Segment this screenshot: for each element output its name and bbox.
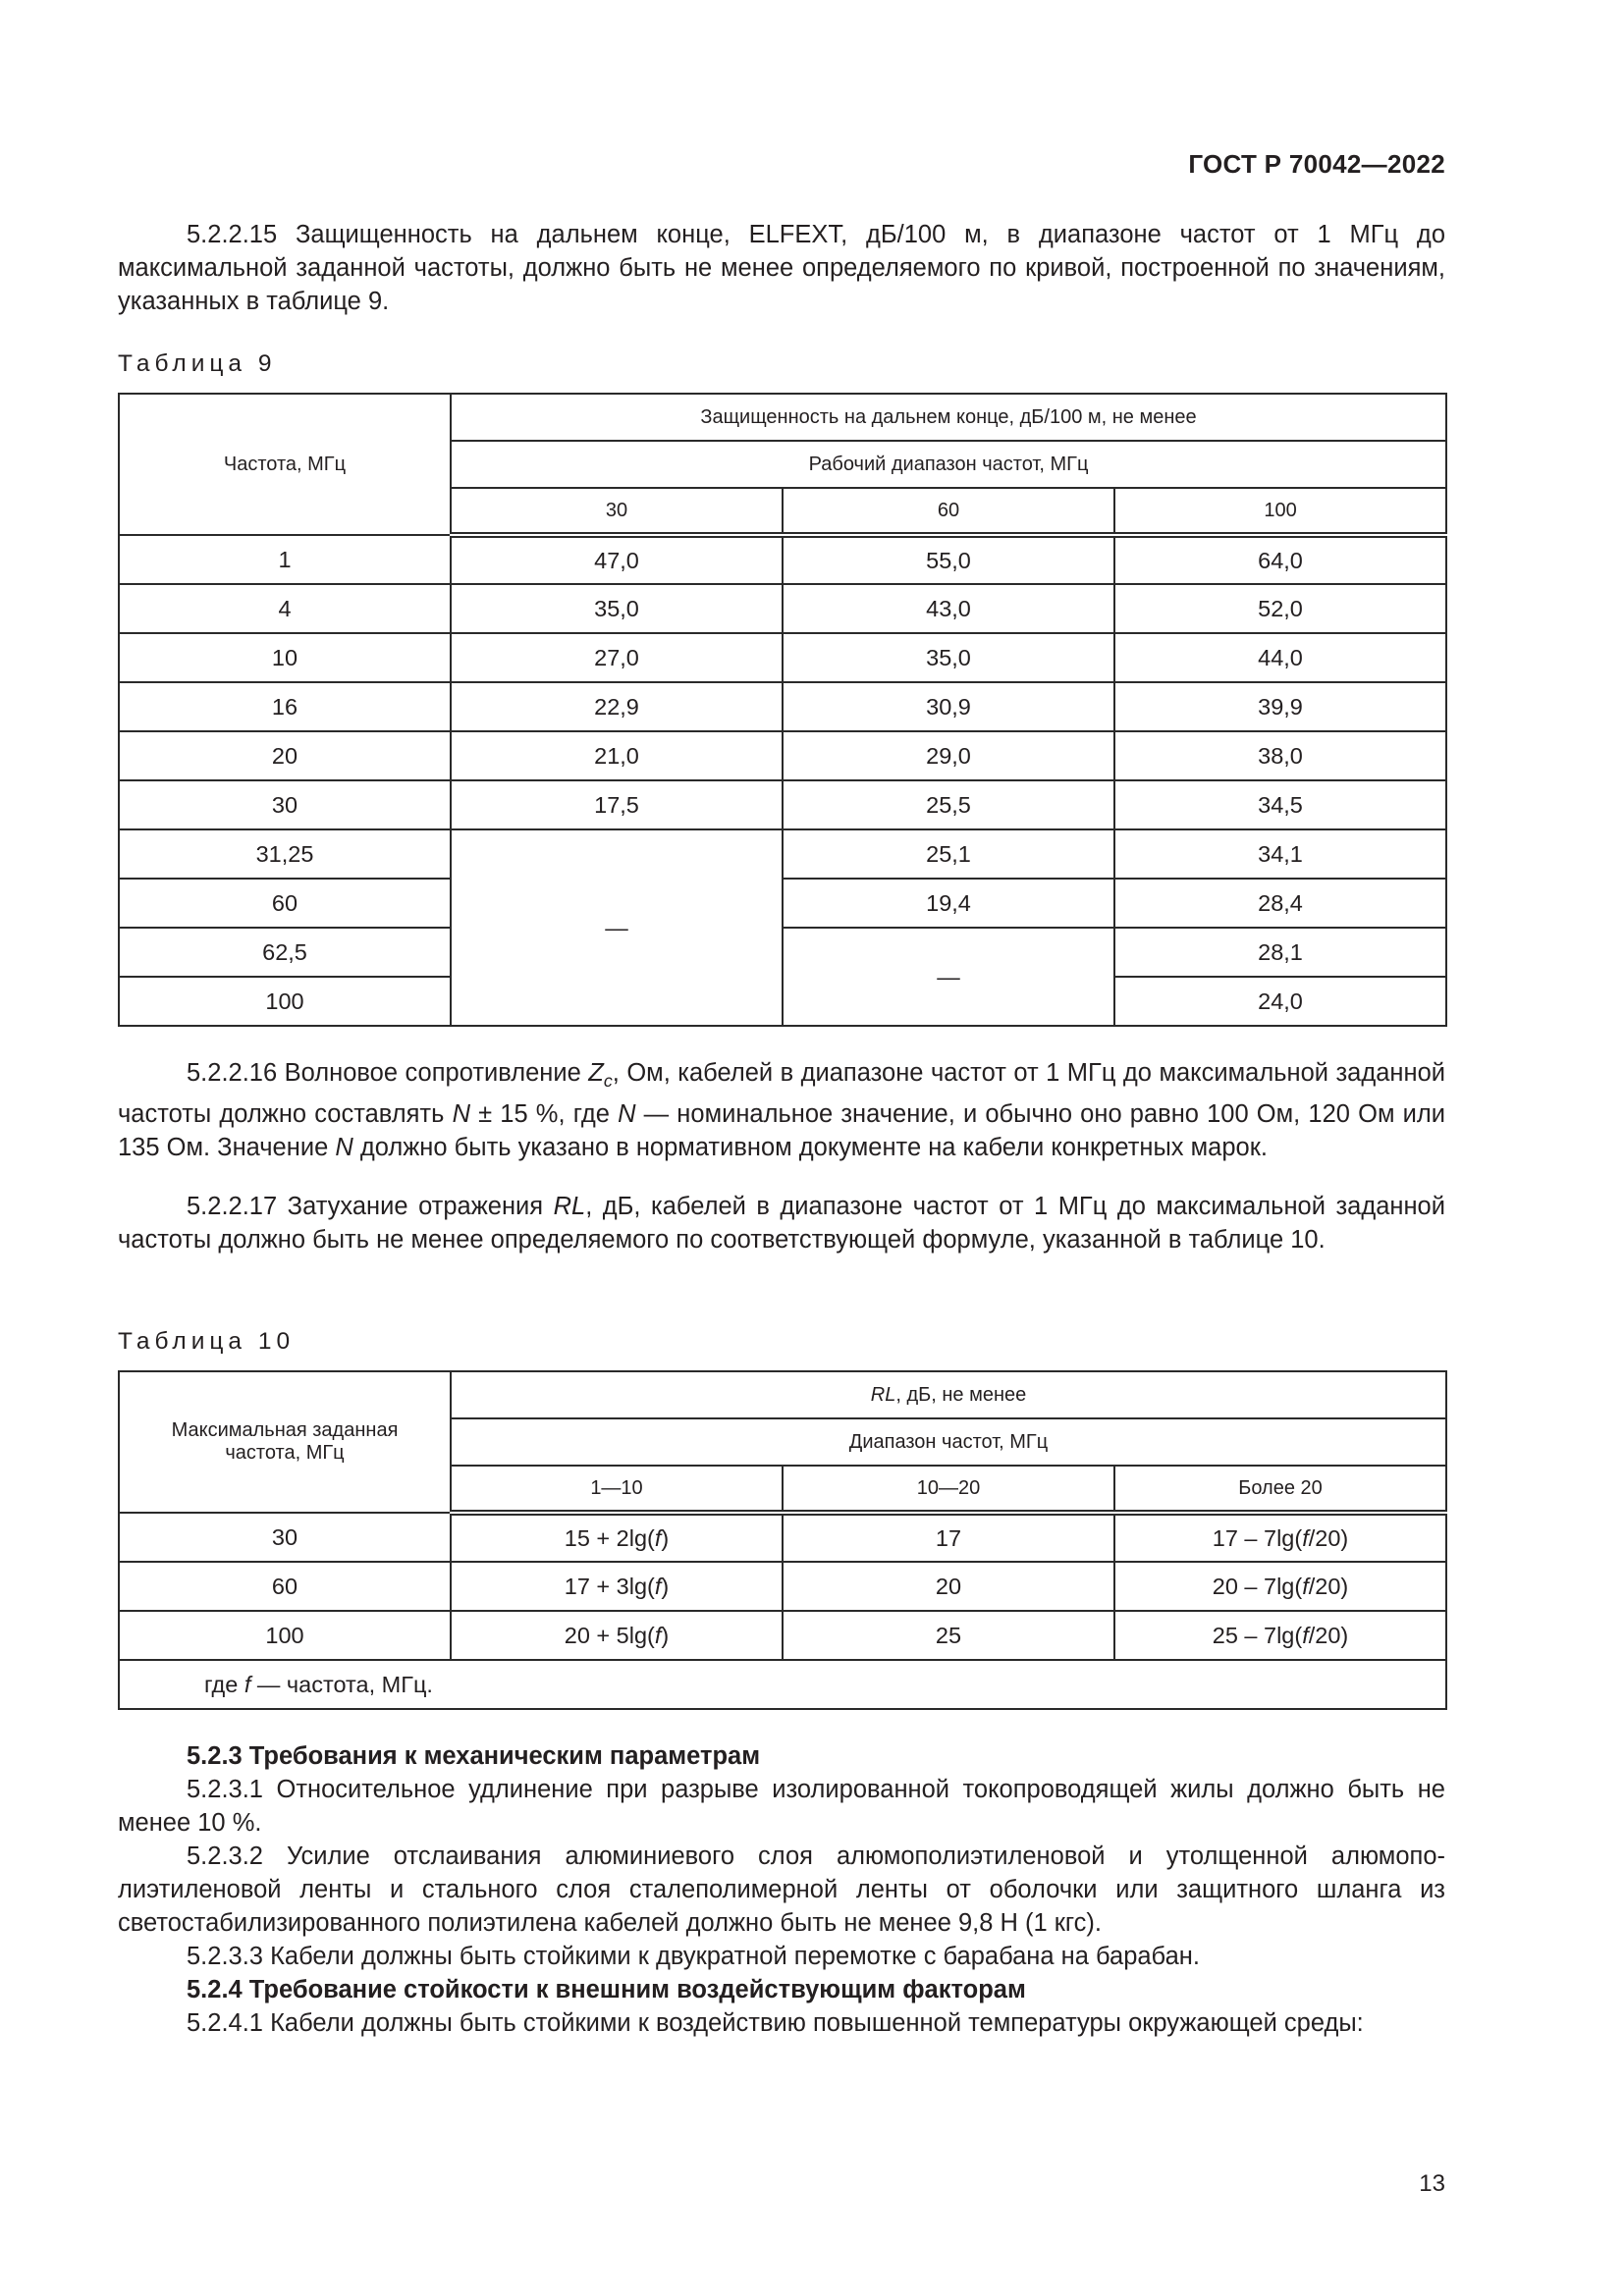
symbol-f: f — [654, 1622, 662, 1648]
formula-text: ) — [661, 1573, 670, 1599]
cell: 19,4 — [783, 879, 1114, 928]
range-header: 10—20 — [783, 1466, 1114, 1513]
cell: 25,5 — [783, 780, 1114, 829]
cell: 21,0 — [451, 731, 783, 780]
cell-merged-dash: — — [783, 928, 1114, 1026]
formula-text: /20) — [1308, 1524, 1349, 1551]
column-group-header — [451, 1371, 1446, 1418]
table-row — [119, 535, 1446, 584]
range-header: 1—10 — [451, 1466, 783, 1513]
cell: 17 — [783, 1513, 1114, 1562]
symbol-n: N — [335, 1134, 353, 1162]
column-header-frequency: Частота, МГц — [119, 394, 451, 535]
paragraph-text: 5.2.2.17 Затухание отражения — [187, 1193, 554, 1220]
table-row — [119, 879, 1446, 928]
cell: 35,0 — [783, 633, 1114, 682]
cell: 31,25 — [119, 829, 451, 879]
cell: 25,1 — [783, 829, 1114, 879]
paragraph-5-2-4-1 — [118, 2006, 1445, 2040]
table-9 — [118, 393, 1447, 1027]
cell: 38,0 — [1114, 731, 1446, 780]
cell: 34,1 — [1114, 829, 1446, 879]
paragraph-5-2-3-1 — [118, 1773, 1445, 1840]
table-9-label: Таблица 9 — [118, 350, 277, 377]
symbol-f: f — [244, 1671, 251, 1697]
symbol-n: N — [618, 1100, 636, 1129]
formula-cell — [451, 1562, 783, 1611]
formula-text: 15 + 2lg( — [564, 1524, 655, 1551]
cell: 28,1 — [1114, 928, 1446, 977]
cell-merged-dash: — — [451, 829, 783, 1026]
symbol-f: f — [654, 1524, 662, 1551]
heading-text: 5.2.3 Требования к механическим параметрам — [187, 1742, 761, 1770]
paragraph-5-2-2-16 — [118, 1056, 1445, 1164]
paragraph-5-2-3-2 — [118, 1840, 1445, 1940]
table-row — [119, 682, 1446, 731]
cell: 24,0 — [1114, 977, 1446, 1026]
formula-text: 20 + 5lg( — [564, 1622, 655, 1648]
cell: 16 — [119, 682, 451, 731]
standard-designation: ГОСТ Р 70042—2022 — [1188, 149, 1445, 179]
note-text: — частота, МГц. — [250, 1671, 433, 1697]
paragraph-text: 5.2.2.15 Защищенность на дальнем конце, ELFEXT, дБ/100 м, в диапазоне частот от 1 МГц до максимальной заданной частоты, должно быть не менее определяемого по кривой, построенной по значениям, указанных в таблице 9. — [118, 221, 1445, 315]
column-header-max-frequency: Максимальная заданная частота, МГц — [119, 1371, 451, 1513]
table-row — [119, 1562, 1446, 1611]
cell: 64,0 — [1114, 535, 1446, 584]
cell: 60 — [119, 879, 451, 928]
cell: 20 — [119, 731, 451, 780]
paragraph-text: 5.2.4.1 Кабели должны быть стойкими к воздействию повышенной температуры окружающей среды: — [187, 2009, 1364, 2037]
symbol-subscript-c: c — [603, 1071, 613, 1092]
cell: 55,0 — [783, 535, 1114, 584]
paragraph-text: должно быть указано в нормативном документе на кабели конкретных марок. — [352, 1134, 1268, 1162]
cell: 60 — [119, 1562, 451, 1611]
cell: 39,9 — [1114, 682, 1446, 731]
cell: 35,0 — [451, 584, 783, 633]
cell: 28,4 — [1114, 879, 1446, 928]
symbol-z: Z — [588, 1059, 604, 1087]
page-number: 13 — [1419, 2170, 1445, 2197]
note-text: где — [204, 1671, 244, 1697]
table-row — [119, 1611, 1446, 1660]
paragraph-5-2-2-17 — [118, 1190, 1445, 1256]
formula-text: /20) — [1308, 1573, 1349, 1599]
formula-text: ) — [661, 1622, 670, 1648]
cell: 43,0 — [783, 584, 1114, 633]
formula-cell — [1114, 1611, 1446, 1660]
cell: 4 — [119, 584, 451, 633]
column-subgroup-header: Рабочий диапазон частот, МГц — [451, 441, 1446, 488]
table-row — [119, 731, 1446, 780]
symbol-f: f — [1302, 1622, 1309, 1648]
symbol-f: f — [1302, 1524, 1309, 1551]
cell: 52,0 — [1114, 584, 1446, 633]
formula-text: 20 – 7lg( — [1212, 1573, 1303, 1599]
column-group-header: Защищенность на дальнем конце, дБ/100 м, не менее — [451, 394, 1446, 441]
table-row — [119, 780, 1446, 829]
cell: 27,0 — [451, 633, 783, 682]
symbol-rl: RL — [870, 1383, 896, 1406]
section-heading-5-2-4 — [118, 1973, 1445, 2006]
cell: 30 — [119, 780, 451, 829]
paragraph-5-2-3-3 — [118, 1940, 1445, 1973]
cell: 20 — [783, 1562, 1114, 1611]
range-header: Более 20 — [1114, 1466, 1446, 1513]
table-row — [119, 1513, 1446, 1562]
cell: 30,9 — [783, 682, 1114, 731]
cell: 47,0 — [451, 535, 783, 584]
section-heading-5-2-3 — [118, 1739, 1445, 1773]
formula-text: 17 + 3lg( — [564, 1573, 655, 1599]
heading-text: 5.2.4 Требование стойкости к внешним воздействующим факторам — [187, 1976, 1026, 2003]
symbol-f: f — [654, 1573, 662, 1599]
cell: 34,5 — [1114, 780, 1446, 829]
cell: 22,9 — [451, 682, 783, 731]
formula-text: /20) — [1308, 1622, 1349, 1648]
paragraph-text: 5.2.2.16 Волновое сопротивление — [187, 1059, 589, 1087]
paragraph-text: , дБ, кабелей в диапазоне частот от 1 МГц до максимальной заданной частоты должно быть не менее определяемого по соответствующей формуле, указанной в таблице 10. — [118, 1193, 1445, 1254]
cell: 1 — [119, 535, 451, 584]
table-row — [119, 928, 1446, 977]
table-10-label: Таблица 10 — [118, 1328, 296, 1355]
range-header-60: 60 — [783, 488, 1114, 535]
formula-text: 17 – 7lg( — [1212, 1524, 1303, 1551]
formula-text: 25 – 7lg( — [1212, 1622, 1303, 1648]
table-10 — [118, 1370, 1447, 1710]
range-header-100: 100 — [1114, 488, 1446, 535]
table-note — [119, 1660, 1446, 1709]
cell: 17,5 — [451, 780, 783, 829]
column-subgroup-header: Диапазон частот, МГц — [451, 1418, 1446, 1466]
range-header-30: 30 — [451, 488, 783, 535]
cell: 25 — [783, 1611, 1114, 1660]
cell: 100 — [119, 977, 451, 1026]
symbol-n: N — [452, 1100, 470, 1129]
table-row — [119, 633, 1446, 682]
paragraph-text: , Ом, кабелей в диапазоне частот от 1 МГц до максимальной заданной частоты должно составлять — [118, 1059, 1445, 1129]
symbol-f: f — [1302, 1573, 1309, 1599]
formula-text: ) — [661, 1524, 670, 1551]
paragraph-text: 5.2.3.1 Относительное удлинение при разрыве изолированной токопроводящей жилы должно быть не менее 10 %. — [118, 1776, 1445, 1837]
paragraph-5-2-2-15 — [118, 218, 1445, 318]
cell: 29,0 — [783, 731, 1114, 780]
cell: 30 — [119, 1513, 451, 1562]
table-note-row — [119, 1660, 1446, 1709]
cell: 10 — [119, 633, 451, 682]
formula-cell — [451, 1513, 783, 1562]
formula-cell — [451, 1611, 783, 1660]
table-row — [119, 829, 1446, 879]
symbol-rl: RL — [553, 1193, 586, 1220]
cell: 100 — [119, 1611, 451, 1660]
table-row — [119, 584, 1446, 633]
header-text: , дБ, не менее — [895, 1383, 1027, 1406]
cell: 44,0 — [1114, 633, 1446, 682]
paragraph-text: 5.2.3.2 Усилие отслаивания алюминиевого слоя алюмополиэтиленовой и утолщенной алюмопо-лиэтиленовой ленты и стального слоя сталеполимерной ленты от оболочки или защитного шланга из светостабилизированного полиэтилена кабелей должно быть не менее 9,8 Н (1 кгс). — [118, 1842, 1445, 1937]
cell: 62,5 — [119, 928, 451, 977]
formula-cell — [1114, 1562, 1446, 1611]
paragraph-text: ± 15 %, где — [469, 1100, 619, 1129]
paragraph-text: 5.2.3.3 Кабели должны быть стойкими к двукратной перемотке с барабана на барабан. — [187, 1943, 1200, 1970]
formula-cell — [1114, 1513, 1446, 1562]
paragraph-text: — номинальное значение, и обычно оно равно 100 Ом, 120 Ом или 135 Ом. Значение — [118, 1100, 1445, 1162]
